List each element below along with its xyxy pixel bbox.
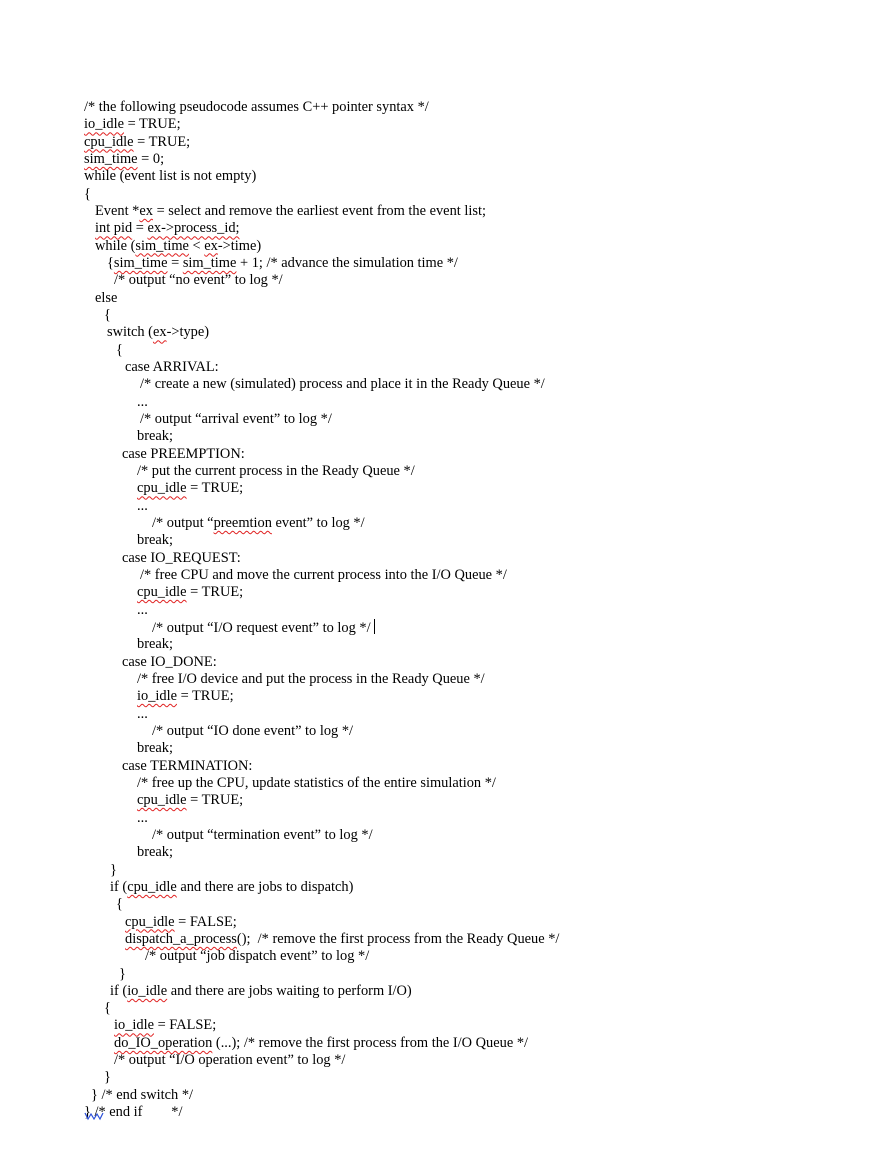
code-line — [137, 775, 496, 792]
code-text: break; — [137, 428, 173, 445]
misspelled-word: ex — [204, 237, 218, 254]
code-line — [114, 1017, 216, 1034]
misspelled-word: cpu_idle — [137, 584, 187, 601]
code-line — [137, 428, 173, 445]
code-text: /* put the current process in the Ready Queue */ — [137, 462, 415, 479]
code-line — [140, 567, 507, 584]
code-text: while ( — [95, 237, 136, 254]
code-line — [114, 1035, 528, 1052]
code-text: ... — [137, 809, 148, 826]
code-text: = FALSE; — [153, 1017, 217, 1034]
code-text: = TRUE; — [176, 688, 234, 705]
code-text: switch ( — [107, 324, 153, 341]
code-text: /* output “no event” to log */ — [114, 272, 283, 289]
code-text: = TRUE; — [186, 480, 244, 497]
code-text: = 0; — [137, 150, 165, 167]
code-line — [137, 463, 415, 480]
code-text: if ( — [110, 982, 128, 999]
code-line — [110, 983, 412, 1000]
code-line — [95, 220, 240, 237]
code-line — [122, 550, 241, 567]
code-line — [137, 671, 485, 688]
code-text: { — [84, 185, 91, 202]
code-line — [114, 272, 283, 289]
code-text: + 1; /* advance the simulation time */ — [236, 254, 458, 271]
code-line — [84, 186, 91, 203]
code-line — [125, 914, 237, 931]
code-line — [137, 810, 148, 827]
code-text: { — [116, 896, 123, 913]
misspelled-word: sim_time — [84, 150, 138, 167]
code-text: Event * — [95, 202, 140, 219]
code-text: = select and remove the earliest event from the event list; — [152, 202, 486, 219]
misspelled-word: io_idle — [84, 116, 124, 133]
code-text: { — [104, 306, 111, 323]
code-line — [104, 1069, 111, 1086]
misspelled-word: io_idle — [127, 982, 168, 999]
code-text: /* output “I/O request event” to log */ — [152, 619, 371, 636]
code-line — [84, 151, 164, 168]
misspelled-word: ex — [152, 324, 167, 341]
code-line — [114, 1052, 345, 1069]
code-text: ... — [137, 705, 148, 722]
code-line — [145, 948, 369, 965]
code-text: = FALSE; — [174, 913, 237, 930]
code-line — [137, 584, 243, 601]
code-text: event” to log */ — [271, 514, 365, 531]
code-line — [122, 758, 252, 775]
code-text: { — [107, 254, 114, 271]
code-text: case PREEMPTION: — [122, 445, 245, 462]
code-text: if ( — [110, 878, 128, 895]
code-line — [152, 827, 373, 844]
code-text: /* the following pseudocode assumes C++ pointer syntax */ — [84, 99, 429, 115]
code-text: } — [119, 965, 126, 982]
misspelled-word: cpu_idle — [84, 133, 134, 150]
code-line — [110, 879, 353, 896]
code-line — [125, 931, 559, 948]
code-line — [152, 619, 375, 637]
misspelled-word: sim_time — [113, 254, 168, 271]
code-line — [116, 896, 123, 913]
code-line — [152, 723, 353, 740]
misspelled-word: io_idle — [137, 688, 177, 705]
code-line — [107, 324, 209, 341]
code-text: ->type) — [166, 324, 210, 341]
misspelled-word: ex — [139, 202, 153, 219]
misspelled-word: int pid — [95, 220, 133, 237]
code-text: /* free CPU and move the current process into the I/O Queue */ — [140, 566, 507, 583]
code-text: /* output “arrival event” to log */ — [140, 410, 332, 427]
code-text: case IO_REQUEST: — [122, 549, 241, 566]
code-text: } /* end switch */ — [91, 1086, 194, 1103]
code-text: } /* end if */ — [84, 1104, 183, 1121]
code-text: /* output “job dispatch event” to log */ — [145, 948, 370, 965]
code-line — [122, 654, 217, 671]
code-text: ->time) — [217, 237, 262, 254]
code-line — [84, 116, 181, 133]
text-cursor — [374, 619, 375, 634]
code-text: while (event list is not empty) — [84, 168, 257, 185]
code-text: /* free up the CPU, update statistics of the entire simulation */ — [137, 774, 496, 791]
code-text: < — [188, 237, 205, 254]
code-line — [84, 168, 256, 185]
code-line — [137, 688, 234, 705]
code-line — [95, 238, 261, 255]
code-line — [84, 99, 429, 116]
code-text: break; — [137, 532, 173, 549]
code-text: /* output “ — [152, 514, 214, 531]
code-line — [137, 498, 148, 515]
code-text: /* output “I/O operation event” to log */ — [114, 1052, 346, 1069]
code-text: = — [167, 254, 183, 271]
code-line — [110, 862, 117, 879]
code-text: { — [116, 341, 123, 358]
code-line — [137, 532, 173, 549]
code-line — [137, 480, 243, 497]
code-text: ... — [137, 497, 148, 514]
code-text: /* create a new (simulated) process and place it in the Ready Queue */ — [140, 376, 545, 393]
code-text: (...); /* remove the first process from the I/O Queue */ — [212, 1034, 529, 1051]
code-line — [116, 342, 123, 359]
code-line — [95, 290, 117, 307]
code-text: /* free I/O device and put the process in the Ready Queue */ — [137, 670, 485, 687]
code-line — [104, 1000, 111, 1017]
misspelled-word: cpu_idle — [127, 878, 177, 895]
code-text: case IO_DONE: — [122, 653, 217, 670]
code-line — [137, 740, 173, 757]
code-line — [137, 602, 148, 619]
code-line — [137, 636, 173, 653]
code-line — [104, 307, 111, 324]
misspelled-word: cpu_idle — [137, 480, 187, 497]
code-text: else — [95, 289, 118, 306]
code-text: break; — [137, 740, 173, 757]
grammar-squiggle-icon — [84, 1110, 106, 1122]
code-text: break; — [137, 636, 173, 653]
code-text: = — [132, 220, 148, 237]
code-line — [137, 394, 148, 411]
misspelled-word: cpu_idle — [125, 913, 175, 930]
code-text: case ARRIVAL: — [125, 358, 219, 375]
misspelled-word: cpu_idle — [137, 792, 187, 809]
code-line — [140, 376, 545, 393]
code-line — [84, 134, 190, 151]
code-text: /* output “IO done event” to log */ — [152, 722, 354, 739]
code-line — [125, 359, 219, 376]
code-line — [140, 411, 332, 428]
misspelled-word: sim_time — [135, 237, 189, 254]
code-text: } — [104, 1069, 111, 1086]
code-text: break; — [137, 844, 173, 861]
code-text: } — [110, 861, 117, 878]
code-text: ... — [137, 601, 148, 618]
code-text: = TRUE; — [186, 584, 244, 601]
misspelled-word: preemtion — [213, 514, 272, 531]
code-text: and there are jobs waiting to perform I/O) — [167, 982, 412, 999]
misspelled-word: do_IO_operation — [114, 1034, 213, 1051]
code-line — [95, 203, 486, 220]
code-line — [137, 792, 243, 809]
code-line — [137, 706, 148, 723]
misspelled-word: ex->process_id; — [147, 220, 240, 237]
code-line — [122, 446, 245, 463]
code-text: { — [104, 1000, 111, 1017]
code-text: and there are jobs to dispatch) — [176, 878, 354, 895]
misspelled-word: dispatch_a_process — [125, 930, 237, 947]
code-text: = TRUE; — [133, 133, 191, 150]
code-line — [119, 966, 126, 983]
misspelled-word: sim_time — [182, 254, 237, 271]
code-text: (); /* remove the first process from the Ready Queue */ — [236, 930, 560, 947]
code-text: = TRUE; — [123, 116, 181, 133]
code-text: case TERMINATION: — [122, 757, 253, 774]
misspelled-word: io_idle — [114, 1017, 154, 1034]
code-line — [152, 515, 365, 532]
code-line — [91, 1087, 193, 1104]
code-line — [107, 255, 458, 272]
code-text: /* output “termination event” to log */ — [152, 826, 373, 843]
code-text: = TRUE; — [186, 792, 244, 809]
code-text: ... — [137, 393, 148, 410]
code-line — [137, 844, 173, 861]
